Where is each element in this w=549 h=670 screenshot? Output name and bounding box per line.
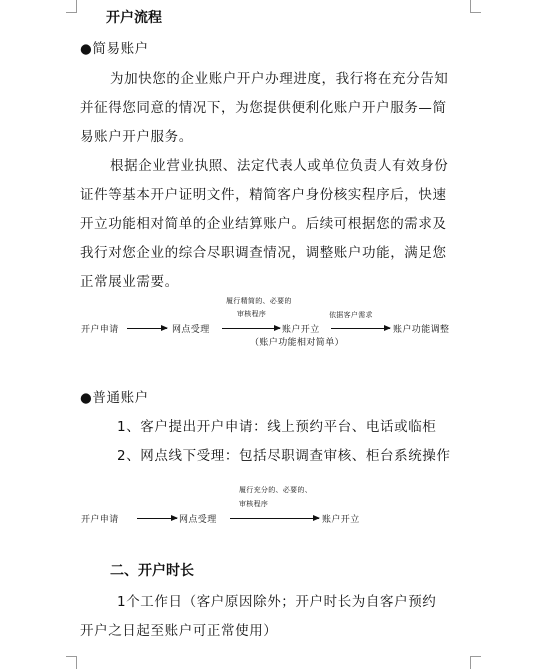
simple-para1-line3: 易账户开户服务。: [80, 129, 193, 145]
corner-mark-bottom-right: [470, 656, 481, 669]
simple-para2-line1: 根据企业营业执照、法定代表人或单位负责人有效身份: [110, 158, 449, 174]
corner-mark-bottom-left: [66, 656, 77, 669]
flow1-step-apply: 开户申请: [81, 325, 119, 335]
simple-para2-line5: 正常展业需要。: [80, 274, 179, 290]
flow2-note-top1: 履行充分的、必要的、: [239, 486, 312, 494]
normal-item-1: 1、客户提出开户申请：线上预约平台、电话或临柜: [117, 419, 437, 435]
normal-item-2: 2、网点线下受理：包括尽职调查审核、柜台系统操作: [117, 448, 451, 464]
corner-mark-top-right: [470, 0, 481, 13]
simple-para2-line4: 我行对您企业的综合尽职调查情况，调整账户功能，满足您: [80, 245, 447, 261]
flow1-step-adjust: 账户功能调整: [393, 325, 450, 335]
flow2-step-accept: 网点受理: [179, 515, 217, 525]
flow1-note-top2: 审核程序: [237, 310, 267, 318]
section-heading-simple: ●简易账户: [80, 41, 149, 57]
flow1-arrow-3: [331, 328, 390, 329]
flow1-note-top1: 履行精简的、必要的: [226, 297, 292, 305]
flow1-note-bottom: （账户功能相对简单）: [250, 338, 345, 348]
simple-para2-line3: 开立功能相对简单的企业结算账户。后续可根据您的需求及: [80, 216, 447, 232]
flow1-arrow-2: [222, 328, 280, 329]
flow2-step-apply: 开户申请: [81, 515, 119, 525]
simple-para2-line2: 证件等基本开户证明文件，精简客户身份核实程序后，快速: [80, 187, 447, 203]
page-title: 开户流程: [106, 10, 162, 26]
flow1-step-accept: 网点受理: [172, 325, 210, 335]
time-para-line1: 1个工作日（客户原因除外；开户时长为自客户预约: [117, 594, 437, 610]
flow2-arrow-1: [137, 518, 177, 519]
section-heading-time: 二、开户时长: [110, 563, 194, 579]
simple-para1-line2: 并征得您同意的情况下，为您提供便利化账户开户服务—简: [80, 100, 447, 116]
flow1-arrow-1: [127, 328, 167, 329]
flow1-note-right: 依据客户需求: [329, 311, 373, 319]
section-heading-normal: ●普通账户: [80, 390, 149, 406]
flow2-note-top2: 审核程序: [239, 500, 269, 508]
flow2-arrow-2: [230, 518, 319, 519]
simple-para1-line1: 为加快您的企业账户开户办理进度，我行将在充分告知: [110, 71, 449, 87]
flow2-step-open: 账户开立: [322, 515, 360, 525]
flow1-step-open: 账户开立: [282, 325, 320, 335]
time-para-line2: 开户之日起至账户可正常使用）: [80, 623, 278, 639]
corner-mark-top-left: [66, 0, 77, 13]
